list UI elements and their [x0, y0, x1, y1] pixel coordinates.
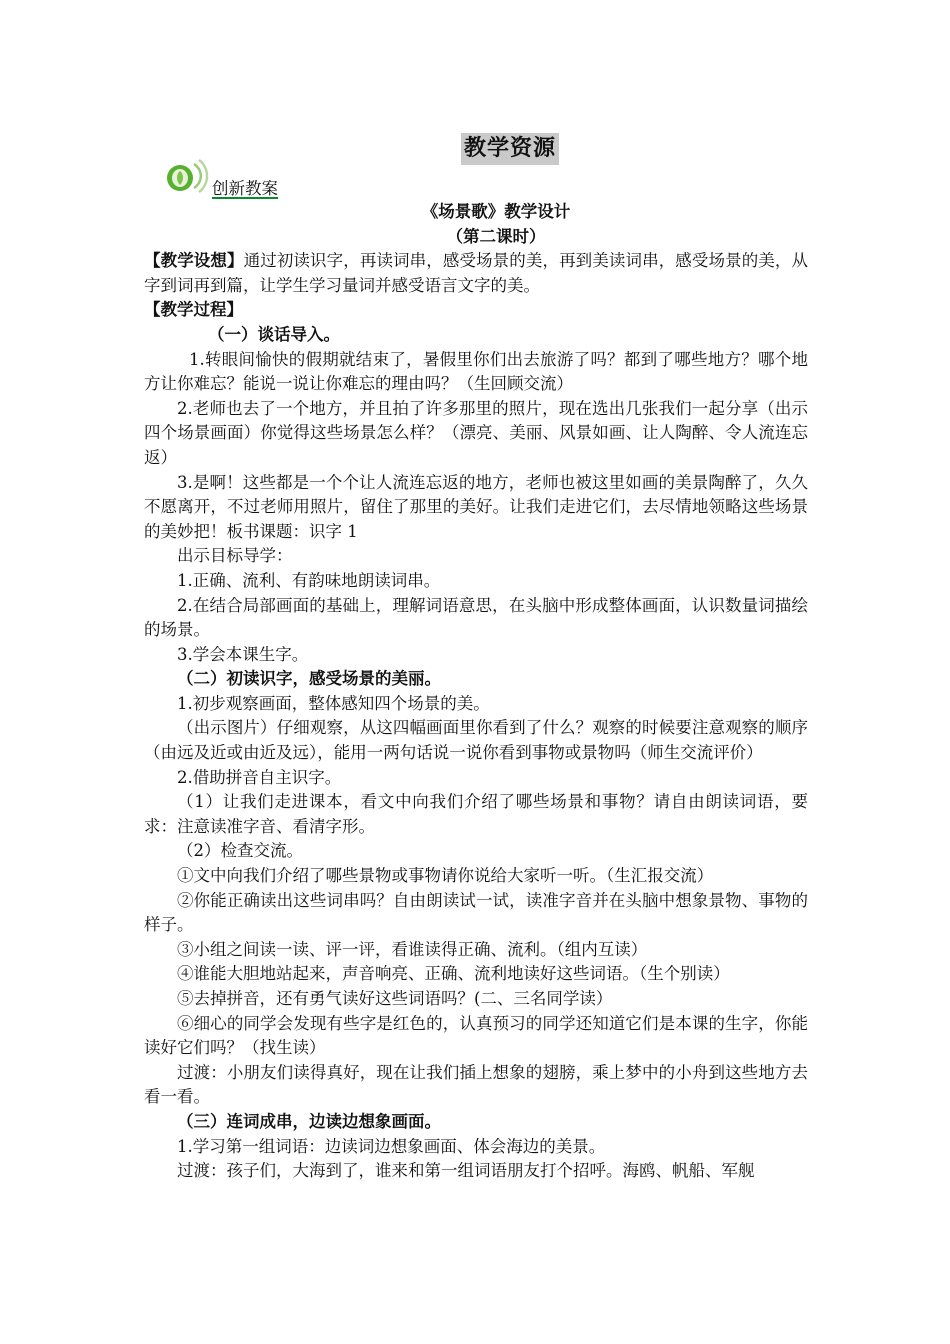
- process-label: 【教学过程】: [144, 300, 243, 320]
- paragraph: 1.学习第一组词语：边读词边想象画面、体会海边的美景。: [177, 1136, 606, 1156]
- paragraph: 2.老师也去了一个地方，并且拍了许多那里的照片，现在选出几张我们一起分享（出示四个场景画面）你觉得这些场景怎么样？（漂亮、美丽、风景如画、让人陶醉、令人流连忘返）: [144, 398, 808, 467]
- paragraph: （1）让我们走进课本，看文中向我们介绍了哪些场景和事物？请自由朗读词语，要求：注意读准字音、看清字形。: [144, 792, 808, 836]
- document-body: [144, 200, 808, 1184]
- paragraph: ③小组之间读一读、评一评，看谁读得正确、流利。（组内互读）: [177, 939, 648, 959]
- section-heading: （三）连词成串，边读边想象画面。: [177, 1111, 441, 1131]
- paragraph: ②你能正确读出这些词串吗？自由朗读试一试，读准字音并在头脑中想象景物、事物的样子。: [144, 890, 808, 935]
- paragraph: ⑥细心的同学会发现有些字是红色的，认真预习的同学还知道它们是本课的生字，你能读好它们吗？（找生读）: [144, 1013, 808, 1058]
- logo-icon: [163, 156, 209, 196]
- paragraph: ⑤去掉拼音，还有勇气读好这些词语吗？(二、三名同学读）: [177, 989, 613, 1008]
- paragraph: 3.学会本课生字。: [177, 644, 309, 664]
- paragraph: ④谁能大胆地站起来，声音响亮、正确、流利地读好这些词语。（生个别读）: [177, 964, 730, 984]
- paragraph: 1.初步观察画面，整体感知四个场景的美。: [177, 693, 490, 713]
- paragraph: 2.在结合局部画面的基础上，理解词语意思，在头脑中形成整体画面，认识数量词描绘的场景。: [144, 595, 808, 640]
- doc-subtitle: （第二课时）: [446, 226, 546, 246]
- paragraph: （出示图片）仔细观察，从这四幅画面里你看到了什么？观察的时候要注意观察的顺序（由远及近或由近及远），能用一两句话说一说你看到事物或景物吗（师生交流评价）: [144, 718, 808, 763]
- paragraph: 1.转眼间愉快的假期就结束了，暑假里你们出去旅游了吗？都到了哪些地方？哪个地方让你难忘？能说一说让你难忘的理由吗？（生回顾交流）: [144, 349, 808, 394]
- page-title: 教学资源: [461, 133, 559, 165]
- idea-text: 通过初读识字，再读词串，感受场景的美，再到美读词串，感受场景的美，从字到词再到篇，让学生学习量词并感受语言文字的美。: [144, 251, 809, 295]
- doc-title: 《场景歌》教学设计: [421, 202, 571, 221]
- paragraph: 过渡：小朋友们读得真好，现在让我们插上想象的翅膀，乘上梦中的小舟到这些地方去看一看。: [144, 1062, 808, 1107]
- paragraph: 2.借助拼音自主识字。: [177, 767, 342, 787]
- paragraph: 出示目标导学：: [177, 546, 293, 566]
- paragraph: 3.是啊！这些都是一个个让人流连忘返的地方，老师也被这里如画的美景陶醉了，久久不愿离开，不过老师用照片，留住了那里的美好。让我们走进它们，去尽情地领略这些场景的美妙把！板书课题：识字 1: [144, 472, 808, 541]
- paragraph: 过渡：孩子们，大海到了，谁来和第一组词语朋友打个招呼。海鸥、帆船、军舰: [177, 1161, 755, 1181]
- teaching-idea: [144, 249, 808, 298]
- paragraph: （2）检查交流。: [177, 841, 303, 861]
- section-heading: （二）初读识字，感受场景的美丽。: [177, 669, 441, 689]
- section-heading: （一）谈话导入。: [208, 324, 340, 344]
- idea-label: 【教学设想】: [144, 251, 244, 271]
- section-link-innovative-plan[interactable]: 创新教案: [212, 179, 278, 198]
- paragraph: 1.正确、流利、有韵味地朗读词串。: [177, 570, 441, 590]
- paragraph: ①文中向我们介绍了哪些景物或事物请你说给大家听一听。（生汇报交流）: [177, 866, 714, 886]
